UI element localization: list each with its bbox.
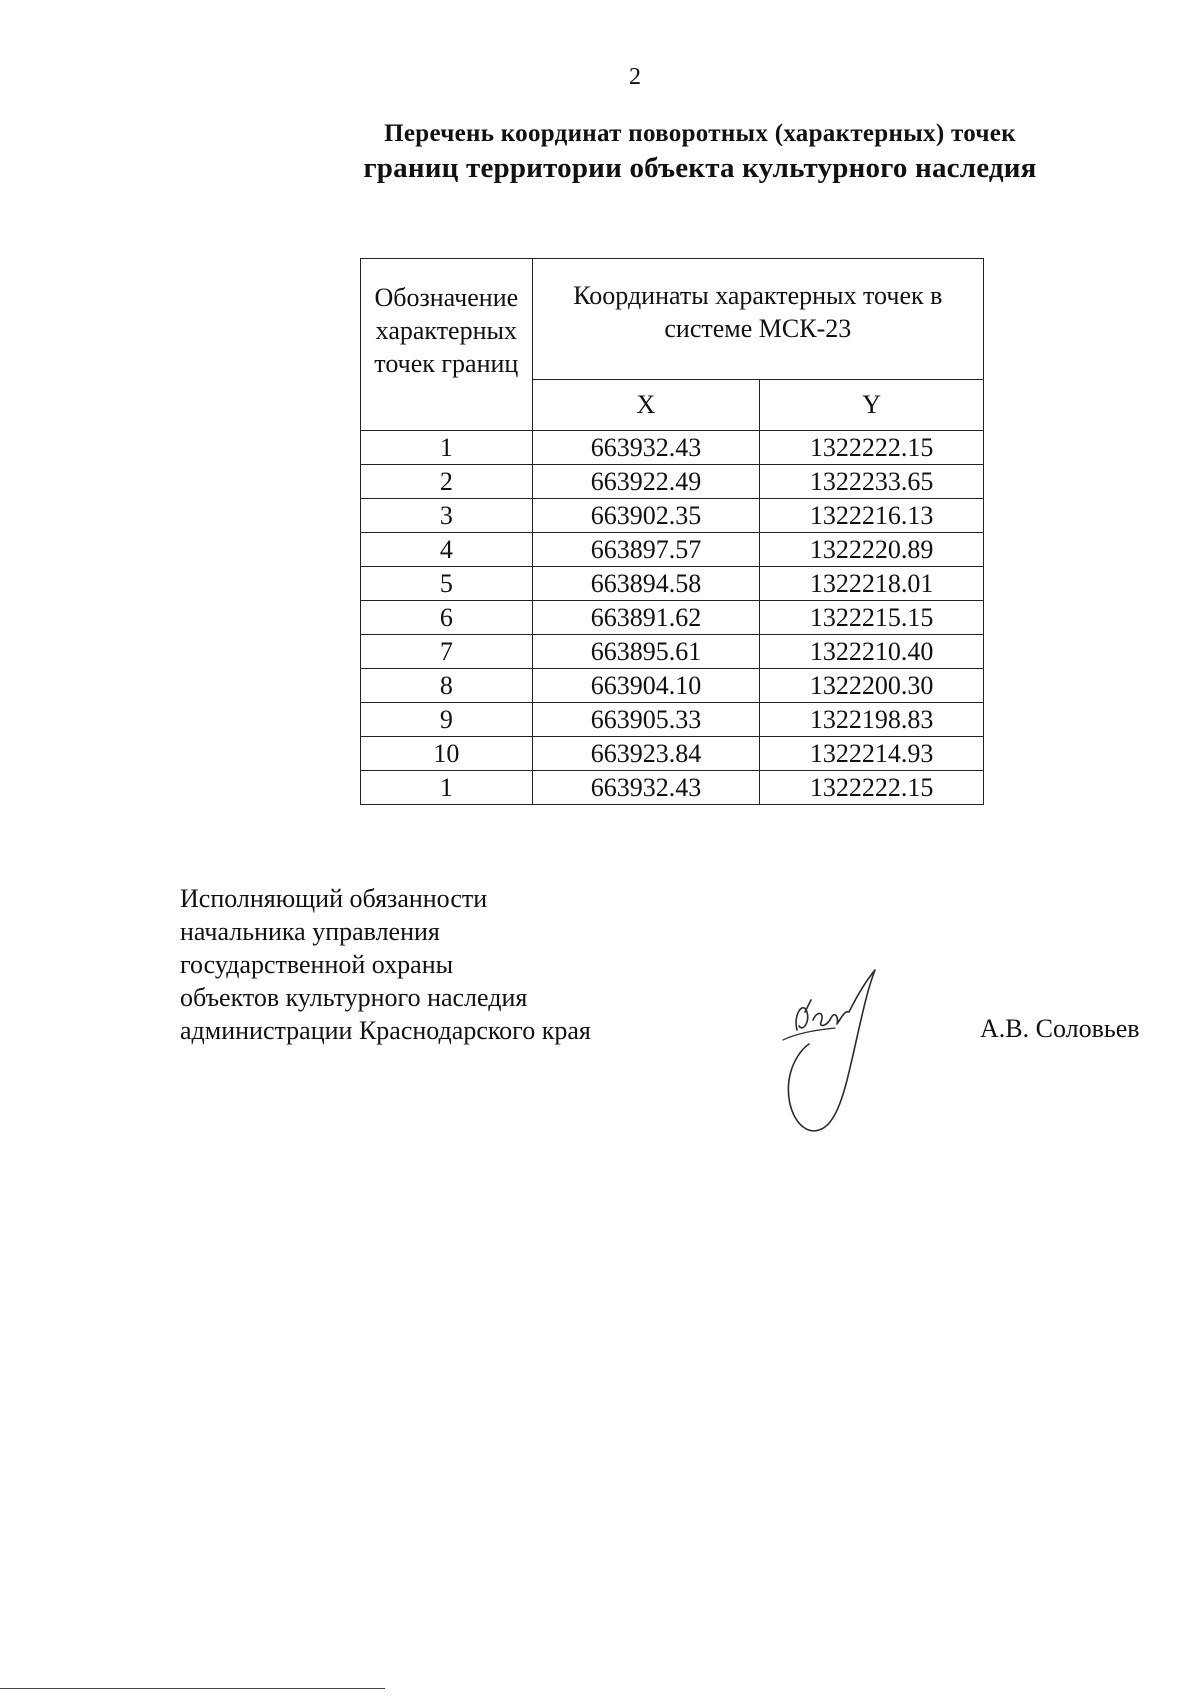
y-cell: 1322233.65 [760, 465, 984, 499]
signatory-block [180, 882, 591, 1047]
x-cell: 663904.10 [532, 669, 760, 703]
y-cell: 1322198.83 [760, 703, 984, 737]
point-cell: 4 [361, 533, 533, 567]
signatory-line: объектов культурного наследия [180, 983, 528, 1012]
y-cell: 1322200.30 [760, 669, 984, 703]
coordinates-table [360, 258, 984, 805]
signatory-line: администрации Краснодарского края [180, 1016, 591, 1045]
table-row [361, 635, 984, 669]
table-row [361, 601, 984, 635]
table-row [361, 431, 984, 465]
y-cell: 1322218.01 [760, 567, 984, 601]
title-line-2: границ территории объекта культурного наследия [363, 152, 1037, 184]
x-cell: 663895.61 [532, 635, 760, 669]
x-cell: 663905.33 [532, 703, 760, 737]
point-cell: 5 [361, 567, 533, 601]
page-number: 2 [629, 64, 641, 90]
point-cell: 7 [361, 635, 533, 669]
y-cell: 1322220.89 [760, 533, 984, 567]
table-row [361, 669, 984, 703]
point-cell: 2 [361, 465, 533, 499]
header-x: X [532, 380, 760, 431]
table-row [361, 771, 984, 805]
point-cell: 8 [361, 669, 533, 703]
signatory-line: начальника управления [180, 917, 440, 946]
table-row [361, 703, 984, 737]
table-row [361, 499, 984, 533]
header-designation: Обозначение характерных точек границ [361, 259, 533, 431]
point-cell: 1 [361, 771, 533, 805]
footer-divider [0, 1688, 385, 1689]
document-title [240, 120, 1160, 185]
x-cell: 663922.49 [532, 465, 760, 499]
y-cell: 1322222.15 [760, 771, 984, 805]
x-cell: 663932.43 [532, 431, 760, 465]
y-cell: 1322216.13 [760, 499, 984, 533]
title-line-1: Перечень координат поворотных (характерных) точек [384, 120, 1016, 147]
handwritten-signature [775, 960, 895, 1140]
signatory-line: государственной охраны [180, 950, 454, 979]
x-cell: 663923.84 [532, 737, 760, 771]
table-row [361, 737, 984, 771]
signer-name: А.В. Соловьев [980, 1014, 1140, 1043]
y-cell: 1322222.15 [760, 431, 984, 465]
point-cell: 1 [361, 431, 533, 465]
point-cell: 3 [361, 499, 533, 533]
header-coordinates: Координаты характерных точек в системе МСК-23 [532, 259, 983, 380]
table-row [361, 465, 984, 499]
x-cell: 663894.58 [532, 567, 760, 601]
table-row [361, 533, 984, 567]
x-cell: 663932.43 [532, 771, 760, 805]
point-cell: 10 [361, 737, 533, 771]
y-cell: 1322214.93 [760, 737, 984, 771]
signatory-line: Исполняющий обязанности [180, 884, 488, 913]
x-cell: 663897.57 [532, 533, 760, 567]
point-cell: 6 [361, 601, 533, 635]
header-y: Y [760, 380, 984, 431]
x-cell: 663902.35 [532, 499, 760, 533]
table-row [361, 567, 984, 601]
x-cell: 663891.62 [532, 601, 760, 635]
y-cell: 1322210.40 [760, 635, 984, 669]
y-cell: 1322215.15 [760, 601, 984, 635]
point-cell: 9 [361, 703, 533, 737]
